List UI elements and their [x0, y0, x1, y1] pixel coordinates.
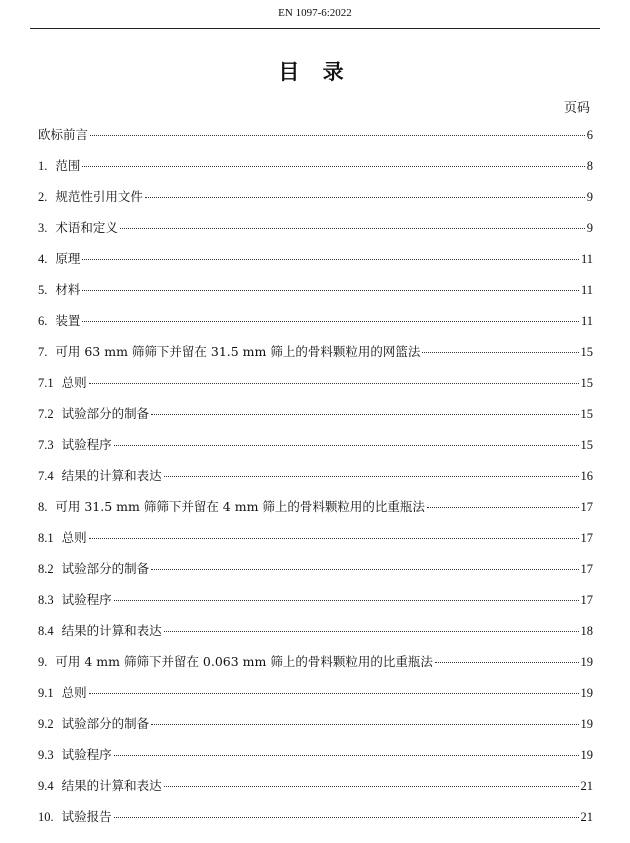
toc-entry[interactable] — [38, 187, 593, 218]
toc-entry-number: 7.3 — [38, 438, 54, 452]
toc-entry-page: 19 — [580, 686, 593, 700]
toc-dot-leader — [89, 693, 579, 694]
toc-entry-number: 7. — [38, 345, 48, 359]
toc-entry-page: 21 — [580, 810, 593, 824]
toc-entry-title: 总则 — [61, 375, 87, 390]
toc-entry[interactable] — [38, 125, 593, 156]
toc-entry-page: 8 — [586, 159, 593, 173]
toc-entry-title: 可用 4 mm 筛筛下并留在 0.063 mm 筛上的骨料颗粒用的比重瓶法 — [55, 654, 433, 669]
toc-entry-page: 9 — [586, 190, 593, 204]
toc-entry[interactable] — [38, 652, 593, 683]
toc-dot-leader — [89, 383, 579, 384]
toc-entry-number: 9. — [38, 655, 48, 669]
toc-entry-number: 7.2 — [38, 407, 54, 421]
toc-entry-number: 8.3 — [38, 593, 54, 607]
toc-entry-number: 9.2 — [38, 717, 54, 731]
toc-entry-title: 总则 — [61, 685, 87, 700]
toc-entry-title: 结果的计算和表达 — [61, 468, 162, 483]
toc-entry[interactable] — [38, 249, 593, 280]
toc-dot-leader — [145, 197, 585, 198]
toc-entry-page: 18 — [580, 624, 593, 638]
toc-entry-page: 17 — [580, 562, 593, 576]
toc-entry-title: 材料 — [55, 282, 81, 297]
toc-entry[interactable] — [38, 497, 593, 528]
toc-entry-number: 1. — [38, 159, 48, 173]
toc-entry-title: 原理 — [55, 251, 81, 266]
toc-entry-number: 8.4 — [38, 624, 54, 638]
toc-entry-title: 试验报告 — [61, 809, 112, 824]
toc-entry-page: 17 — [580, 531, 593, 545]
toc-entry-number: 9.3 — [38, 748, 54, 762]
toc-dot-leader — [435, 662, 579, 663]
toc-dot-leader — [82, 259, 579, 260]
toc-entry-title: 试验部分的制备 — [61, 406, 150, 421]
toc-entry-number: 8. — [38, 500, 48, 514]
toc-dot-leader — [114, 817, 579, 818]
toc-entry-title: 试验程序 — [61, 437, 112, 452]
toc-dot-leader — [120, 228, 585, 229]
toc-entry-number: 7.4 — [38, 469, 54, 483]
toc-dot-leader — [151, 724, 578, 725]
toc-entry-page: 19 — [580, 655, 593, 669]
toc-entry-page: 15 — [580, 438, 593, 452]
toc-entry[interactable] — [38, 528, 593, 559]
toc-entry-title: 术语和定义 — [55, 220, 118, 235]
toc-dot-leader — [82, 321, 579, 322]
toc-entry-number: 5. — [38, 283, 48, 297]
toc-entry-number: 4. — [38, 252, 48, 266]
toc-dot-leader — [164, 631, 579, 632]
toc-entry-number: 9.4 — [38, 779, 54, 793]
document-header — [30, 0, 600, 29]
toc-entry-page: 11 — [580, 252, 593, 266]
toc-entry-number: 6. — [38, 314, 48, 328]
toc-entry-page: 19 — [580, 748, 593, 762]
toc-dot-leader — [164, 786, 579, 787]
toc-entry-page: 6 — [586, 128, 593, 142]
toc-entry-page: 11 — [580, 283, 593, 297]
toc-entry-title: 可用 31.5 mm 筛筛下并留在 4 mm 筛上的骨料颗粒用的比重瓶法 — [55, 499, 425, 514]
toc-entry-page: 9 — [586, 221, 593, 235]
toc-entry-number: 2. — [38, 190, 48, 204]
toc-entry-title: 欧标前言 — [38, 127, 89, 142]
toc-dot-leader — [114, 755, 579, 756]
toc-dot-leader — [90, 135, 585, 136]
toc-entry-page: 17 — [580, 500, 593, 514]
toc-entry[interactable] — [38, 559, 593, 590]
toc-entry-page: 19 — [580, 717, 593, 731]
toc-entry[interactable] — [38, 683, 593, 714]
toc-entry-page: 15 — [580, 407, 593, 421]
toc-entry-title: 结果的计算和表达 — [61, 778, 162, 793]
toc-entry-number: 10. — [38, 810, 54, 824]
document-id: EN 1097-6:2022 — [278, 7, 352, 19]
toc-dot-leader — [114, 600, 579, 601]
toc-entry-number: 8.1 — [38, 531, 54, 545]
toc-entry-page: 21 — [580, 779, 593, 793]
toc-entry-title: 规范性引用文件 — [55, 189, 143, 204]
toc-entry[interactable] — [38, 714, 593, 745]
toc-entry-number: 8.2 — [38, 562, 54, 576]
toc-entry-page: 15 — [580, 376, 593, 390]
toc-entry-title: 试验程序 — [61, 747, 112, 762]
toc-entry[interactable] — [38, 621, 593, 652]
toc-entry-title: 可用 63 mm 筛筛下并留在 31.5 mm 筛上的骨料颗粒用的网篮法 — [55, 344, 421, 359]
toc-dot-leader — [114, 445, 579, 446]
toc-entry-title: 总则 — [61, 530, 87, 545]
toc-dot-leader — [151, 414, 578, 415]
toc-entry[interactable] — [38, 373, 593, 404]
toc-entry-page: 11 — [580, 314, 593, 328]
toc-entry[interactable] — [38, 807, 593, 838]
toc-entry[interactable] — [38, 745, 593, 776]
toc-entry-number: 3. — [38, 221, 48, 235]
toc-entry-title: 试验部分的制备 — [61, 716, 150, 731]
toc-entry-number: 9.1 — [38, 686, 54, 700]
toc-entry-page: 15 — [580, 345, 593, 359]
toc-entry[interactable] — [38, 311, 593, 342]
toc-entry[interactable] — [38, 435, 593, 466]
toc-dot-leader — [82, 166, 584, 167]
toc-dot-leader — [164, 476, 579, 477]
toc-entry-page: 16 — [580, 469, 593, 483]
toc-entry-number: 7.1 — [38, 376, 54, 390]
toc-entry-title: 结果的计算和表达 — [61, 623, 162, 638]
page-title: 目 录 — [278, 60, 352, 84]
toc-entry[interactable] — [38, 156, 593, 187]
toc-entry[interactable] — [38, 404, 593, 435]
toc-entry[interactable] — [38, 590, 593, 621]
toc-entry[interactable] — [38, 218, 593, 249]
toc-dot-leader — [427, 507, 579, 508]
toc-entry[interactable] — [38, 280, 593, 311]
toc-dot-leader — [422, 352, 578, 353]
toc-entry[interactable] — [38, 466, 593, 497]
table-of-contents — [38, 125, 593, 838]
toc-entry[interactable] — [38, 342, 593, 373]
toc-dot-leader — [151, 569, 578, 570]
page-number-column-label: 页码 — [563, 101, 590, 116]
toc-entry-title: 试验程序 — [61, 592, 112, 607]
toc-entry-title: 范围 — [55, 158, 81, 173]
toc-entry-page: 17 — [580, 593, 593, 607]
toc-entry[interactable] — [38, 776, 593, 807]
toc-dot-leader — [82, 290, 579, 291]
toc-entry-title: 装置 — [55, 313, 81, 328]
toc-dot-leader — [89, 538, 579, 539]
toc-entry-title: 试验部分的制备 — [61, 561, 150, 576]
